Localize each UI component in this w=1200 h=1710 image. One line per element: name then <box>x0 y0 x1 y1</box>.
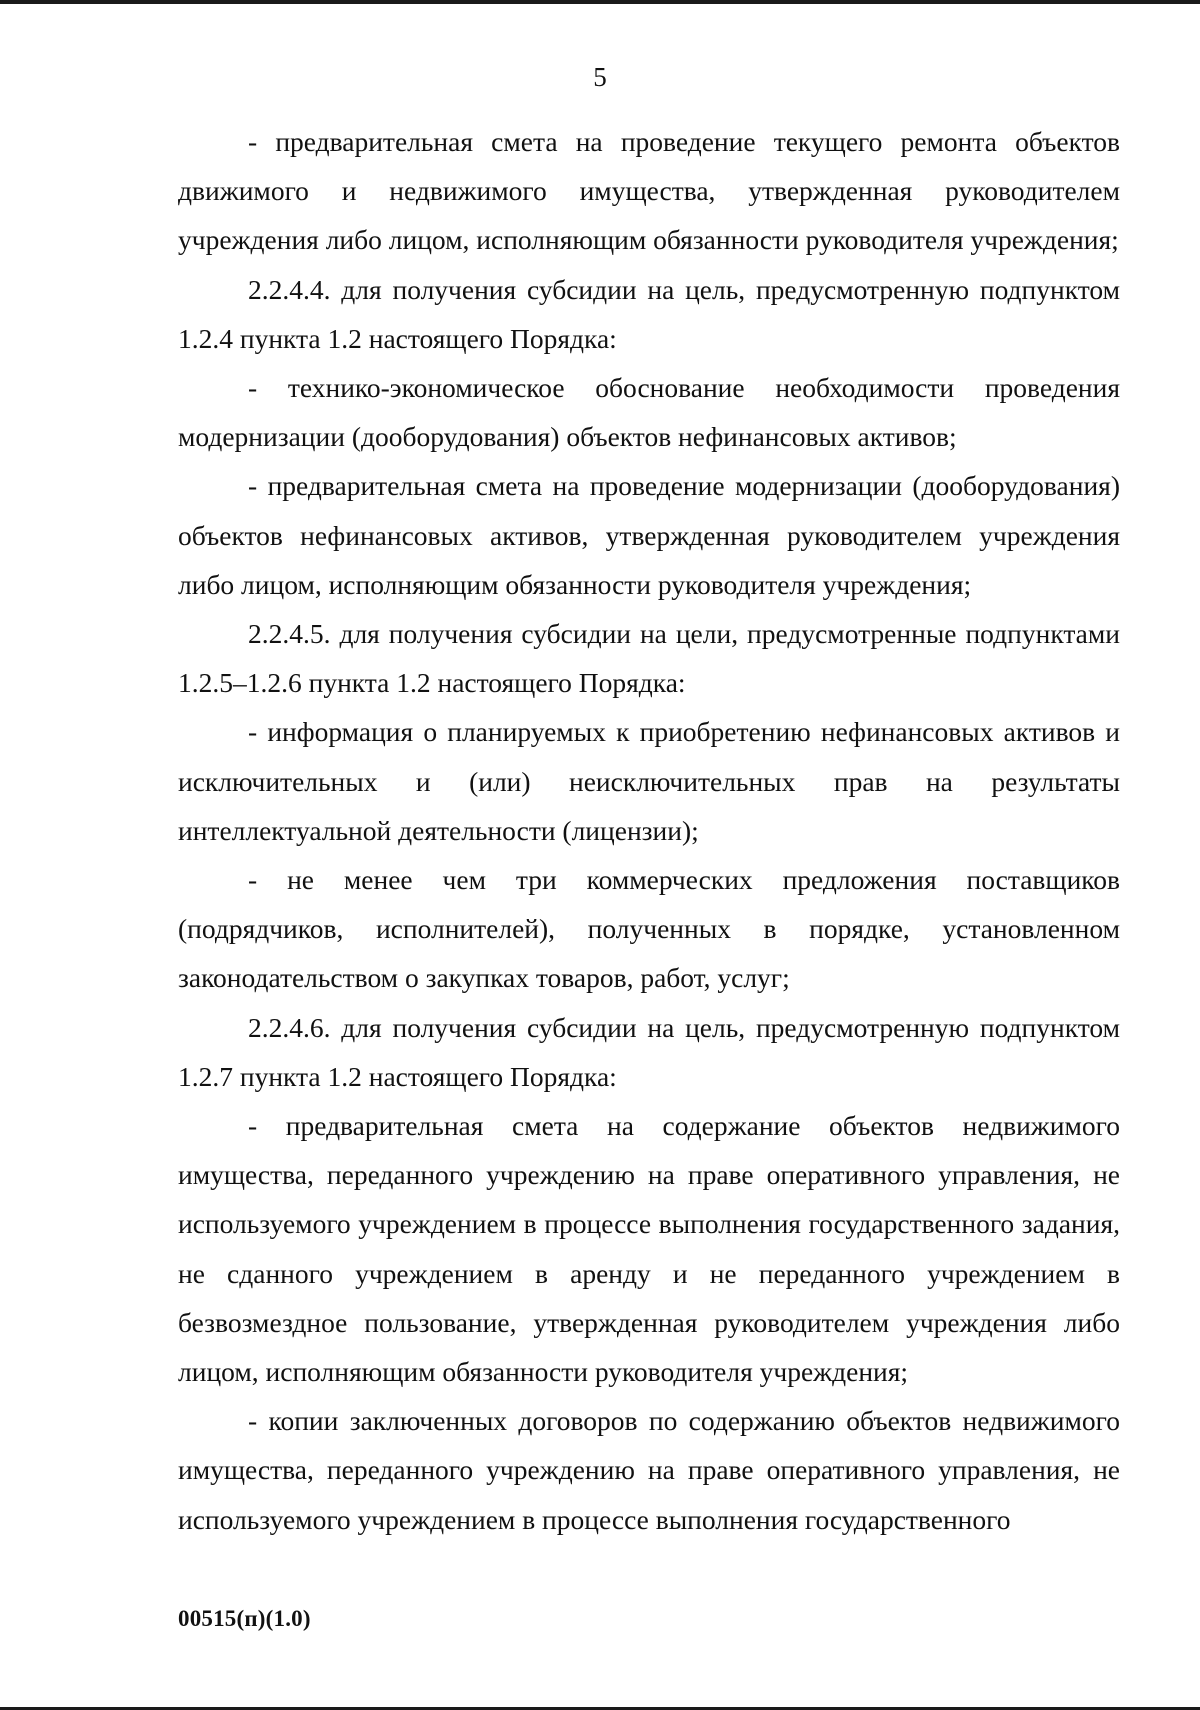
document-code: 00515(п)(1.0) <box>178 1606 311 1631</box>
paragraph: 2.2.4.5. для получения субсидии на цели, предусмотренные подпунктами 1.2.5–1.2.6 пункта 1.2 настоящего Порядка: <box>178 618 1120 699</box>
paragraph: - информация о планируемых к приобретению нефинансовых активов и исключительных и (или) неисключительных прав на результаты интеллектуальной деятельности (лицензии); <box>178 716 1120 846</box>
paragraph: - не менее чем три коммерческих предложения поставщиков (подрядчиков, исполнителей), полученных в порядке, установленном законодательством о закупках товаров, работ, услуг; <box>178 864 1120 994</box>
scan-edge-top <box>0 0 1200 4</box>
paragraph: - технико-экономическое обоснование необходимости проведения модернизации (дооборудования) объектов нефинансовых активов; <box>178 372 1120 453</box>
paragraph: - предварительная смета на содержание объектов недвижимого имущества, переданного учреждению на праве оперативного управления, не используемого учреждением в процессе выполнения государственного задания, не сданного учреждением в аренду и не переданного учреждением в безвозмездное пользование, утвержденная руководителем учреждения либо лицом, исполняющим обязанности руководителя учреждения; <box>178 1110 1120 1388</box>
paragraph: 2.2.4.4. для получения субсидии на цель, предусмотренную подпунктом 1.2.4 пункта 1.2 настоящего Порядка: <box>178 273 1120 354</box>
page-number: 5 <box>593 62 607 92</box>
document-body <box>178 117 1120 1544</box>
paragraph: - копии заключенных договоров по содержанию объектов недвижимого имущества, переданного учреждению на праве оперативного управления, не используемого учреждением в процессе выполнения государственного <box>178 1405 1120 1535</box>
paragraph: 2.2.4.6. для получения субсидии на цель, предусмотренную подпунктом 1.2.7 пункта 1.2 настоящего Порядка: <box>178 1011 1120 1092</box>
paragraph: - предварительная смета на проведение модернизации (дооборудования) объектов нефинансовых активов, утвержденная руководителем учреждения либо лицом, исполняющим обязанности руководителя учреждения; <box>178 470 1120 600</box>
paragraph: - предварительная смета на проведение текущего ремонта объектов движимого и недвижимого имущества, утвержденная руководителем учреждения либо лицом, исполняющим обязанности руководителя учреждения; <box>178 126 1120 256</box>
